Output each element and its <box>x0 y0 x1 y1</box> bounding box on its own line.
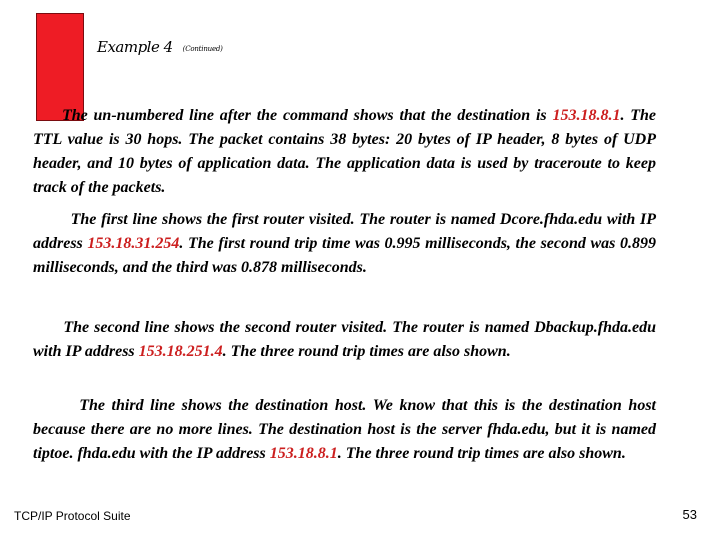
paragraph-text: . The TTL value is 30 hops. The packet contains 38 bytes: 20 bytes of IP header, 8 bytes of UDP header, and 10 bytes of application data. The application data is used by traceroute to keep track of the packets. <box>33 107 657 196</box>
slide-title-text: Example 4 <box>97 38 173 56</box>
ip-address: 153.18.251.4 <box>138 343 223 360</box>
paragraph-text: The un-numbered line after the command shows that the destination is <box>61 107 553 124</box>
paragraph-destination-info <box>33 104 656 200</box>
paragraph-destination-host <box>33 394 656 466</box>
paragraph-text: . The first round trip time was 0.995 milliseconds, the second was 0.899 milliseconds, and the third was 0.878 milliseconds. <box>33 235 657 276</box>
ip-address: 153.18.8.1 <box>552 107 621 124</box>
paragraph-text: The first line shows the first router visited. The router is named Dcore.fhda.edu with IP address <box>33 211 657 252</box>
ip-address: 153.18.8.1 <box>269 445 338 462</box>
slide-title-continued: (Continued) <box>182 45 223 53</box>
footer-suite-label: TCP/IP Protocol Suite <box>14 509 131 523</box>
paragraph-text: The second line shows the second router visited. The router is named Dbackup.fhda.edu with IP address <box>33 319 656 360</box>
page-number: 53 <box>682 507 697 522</box>
paragraph-second-router <box>33 316 656 364</box>
paragraph-first-router <box>33 208 656 280</box>
paragraph-text: . The three round trip times are also shown. <box>222 343 511 360</box>
paragraph-text: The third line shows the destination host. We know that this is the destination host because there are no more lines. The destination host is the server fhda.edu, but it is named tiptoe. fhda.edu with the IP address <box>33 397 656 462</box>
slide-title <box>97 38 223 56</box>
ip-address: 153.18.31.254 <box>87 235 180 252</box>
paragraph-text: . The three round trip times are also shown. <box>337 445 626 462</box>
